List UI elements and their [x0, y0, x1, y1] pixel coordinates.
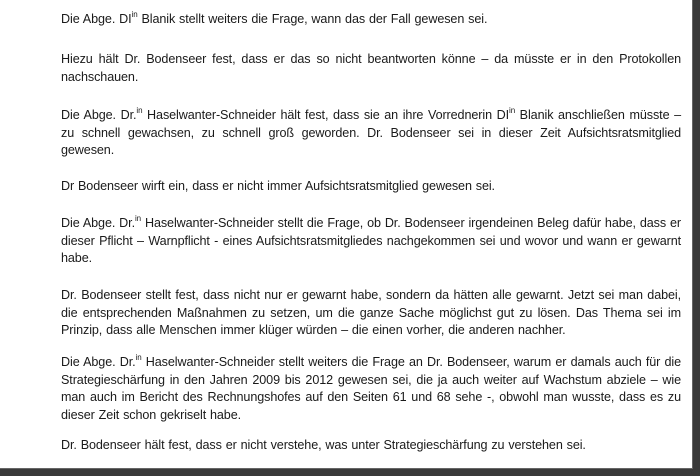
paragraph [61, 354, 681, 424]
text-segment: Dr Bodenseer wirft ein, dass er nicht immer Aufsichtsratsmitglied gewesen sei. [61, 179, 495, 193]
text-segment: Hiezu hält Dr. Bodenseer fest, dass er das so nicht beantworten könne – da müsste er in den Protokollen nachschauen. [61, 52, 681, 84]
paragraph [61, 11, 681, 29]
paragraph [61, 178, 681, 196]
superscript: in [509, 106, 516, 115]
paragraph [61, 437, 681, 455]
superscript: in [136, 106, 143, 115]
text-segment: Haselwanter-Schneider stellt die Frage, ob Dr. Bodenseer irgendeinen Beleg dafür habe, dass er dieser Pflicht – Warnpflicht - eines Aufsichtsratsmitgliedes nachgekommen sei und wovor und wann er gewarnt habe. [61, 216, 682, 265]
superscript: in [131, 10, 138, 19]
paragraph [61, 215, 681, 268]
text-segment: Die Abge. Dr. [61, 216, 135, 230]
text-segment: Die Abge. Dr. [61, 355, 136, 369]
text-segment: Die Abge. Dr. [61, 108, 137, 122]
text-segment: Dr. Bodenseer hält fest, dass er nicht verstehe, was unter Strategieschärfung zu verstehen sei. [61, 438, 586, 452]
text-segment: Blanik stellt weiters die Frage, wann das der Fall gewesen sei. [137, 12, 488, 26]
paragraph [61, 107, 681, 160]
text-segment: Die Abge. DI [61, 12, 132, 26]
paragraph [61, 287, 681, 340]
text-segment: Haselwanter-Schneider stellt weiters die Frage an Dr. Bodenseer, warum er damals auch für die Strategieschärfung in den Jahren 2009 bis 2012 gewesen sei, die ja auch weiter auf Wachstum abziele – wie man auch im Bericht des Rechnungshofes auf den Seiten 61 und 68 sehe -, obwohl man wusste, dass es zu dieser Zeit schon gekriselt habe. [61, 355, 681, 422]
superscript: in [135, 353, 142, 362]
text-segment: Dr. Bodenseer stellt fest, dass nicht nur er gewarnt habe, sondern da hätten alle gewarnt. Jetzt sei man dabei, die entsprechenden Maßnahmen zu setzen, um die ganze Sache möglichst gut zu lösen. Das Thema sei im Prinzip, dass alle Menschen immer klüger würden – die einen vorher, die anderen nachher. [61, 288, 681, 337]
paragraph [61, 51, 681, 86]
superscript: in [134, 214, 142, 223]
text-segment: Blanik anschließen müsste – zu schnell gewachsen, zu schnell groß geworden. Dr. Bodenseer sei in dieser Zeit Aufsichtsratsmitglied gewesen. [61, 108, 682, 157]
text-segment: Haselwanter-Schneider hält fest, dass sie an ihre Vorrednerin DI [142, 108, 510, 122]
